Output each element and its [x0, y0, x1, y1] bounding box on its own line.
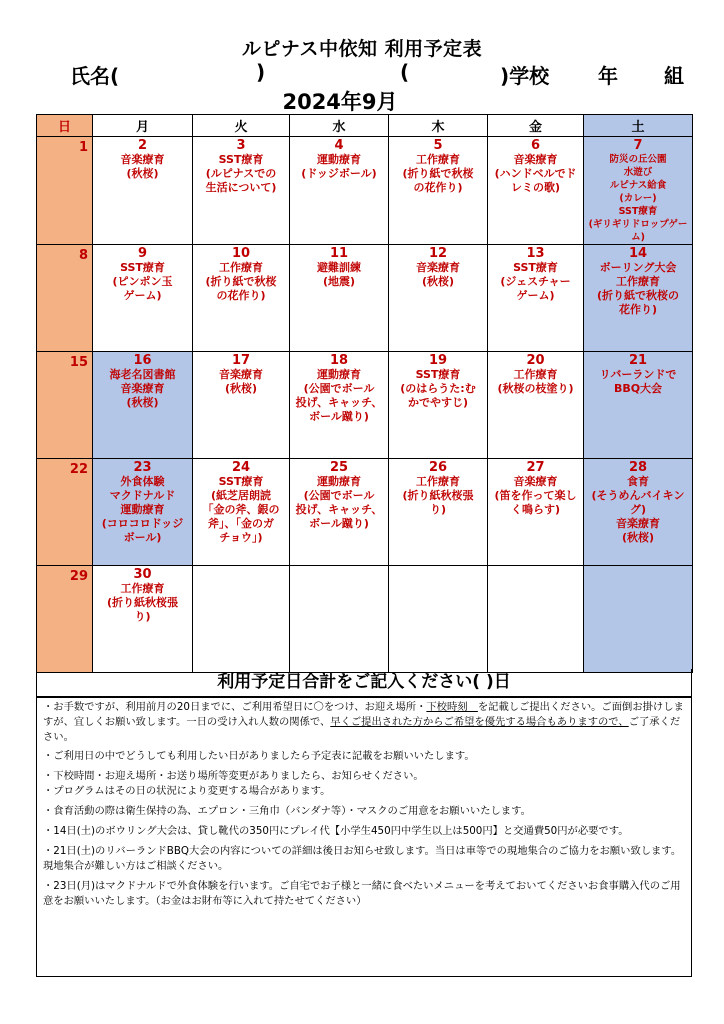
day-events — [488, 261, 583, 303]
day-number: 27 — [526, 460, 545, 475]
day-events — [193, 153, 289, 195]
weekday-monday: 月 — [93, 115, 193, 137]
note-mcdonalds: ・23日(月)はマクドナルドで外食体験を行います。ご自宅でお子様と一緒に食べたいメニューを考えておいてくださいお食事購入代のご用意をお願いいたします。（お金はお財布等に入れて持たせてください） — [43, 880, 681, 907]
day-cell-16[interactable] — [93, 352, 193, 459]
day-number: 4 — [334, 138, 344, 153]
event-line: ボーリング大会 — [599, 261, 677, 274]
day-number: 13 — [526, 246, 545, 261]
day-number: 26 — [428, 460, 448, 475]
note-submission-underline-1: 下校時刻 — [426, 701, 478, 713]
note-submission-text-2: を記載しご提出ください。ご面倒お掛けしますが、宜しくお願い致します。一日の受け入れ人数の関係で、 — [43, 701, 684, 728]
day-number: 2 — [137, 138, 148, 153]
event-line: 運動療育 — [120, 503, 165, 516]
event-line: 工作療育 — [219, 261, 263, 274]
class-label: 組 — [664, 64, 684, 88]
note-bbq: ・21日(土)のリバーランドBBQ大会の内容についての詳細は後日お知らせ致します。当日は車等での現地集合のご協力をお願い致します。現地集合が難しい方はご相談ください。 — [43, 845, 682, 872]
event-line: ボール蹴り) — [309, 517, 369, 530]
event-line: (ハンドベルでド — [494, 167, 577, 180]
day-cell-14[interactable] — [584, 245, 693, 352]
event-line: 運動療育 — [317, 368, 361, 381]
day-cell-18[interactable] — [290, 352, 389, 459]
event-line: 工作療育 — [616, 275, 660, 288]
event-line: グ) — [629, 503, 647, 516]
calendar-body — [37, 137, 693, 673]
event-line: 生活について) — [205, 181, 277, 194]
day-events — [290, 368, 388, 424]
day-number: 15 — [69, 355, 88, 370]
empty-day-cell[interactable] — [389, 566, 488, 673]
day-cell-15[interactable] — [37, 352, 93, 459]
day-events — [584, 153, 692, 244]
weekday-sunday: 日 — [37, 115, 93, 137]
day-number: 10 — [231, 246, 251, 261]
day-cell-4[interactable] — [290, 137, 389, 245]
event-line: マクドナルド — [109, 489, 176, 502]
total-days-prompt: 利用予定日合計をご記入ください( )日 — [36, 669, 692, 697]
day-events — [193, 475, 289, 545]
event-line: の花作り) — [216, 289, 266, 302]
day-events — [193, 368, 289, 396]
grade-label: 年 — [598, 64, 618, 88]
event-line: SST療育 — [218, 475, 264, 488]
weekday-tuesday: 火 — [193, 115, 290, 137]
event-line: (折り紙で秋桜 — [402, 167, 474, 180]
calendar-week-row — [37, 566, 693, 673]
event-line: 工作療育 — [416, 475, 460, 488]
empty-day-cell[interactable] — [584, 566, 693, 673]
event-line: (ルピナスでの — [205, 167, 277, 180]
event-line: ゲーム) — [123, 289, 162, 302]
day-cell-13[interactable] — [488, 245, 584, 352]
day-cell-11[interactable] — [290, 245, 389, 352]
event-line: (秋桜) — [224, 382, 258, 395]
event-line: SST療育 — [513, 261, 558, 274]
day-number: 9 — [137, 246, 148, 261]
day-cell-24[interactable] — [193, 459, 290, 566]
day-events — [389, 475, 487, 517]
event-line: 音楽療育 — [120, 382, 165, 395]
day-events — [93, 153, 192, 181]
day-events — [93, 475, 192, 545]
day-number: 30 — [133, 567, 152, 582]
event-line: り) — [429, 503, 447, 516]
day-events — [584, 475, 692, 545]
event-line: SST療育 — [415, 368, 461, 381]
day-number: 29 — [69, 569, 88, 584]
day-events — [389, 368, 487, 410]
school-label: )学校 — [500, 64, 550, 88]
event-line: 音楽療育 — [616, 517, 660, 530]
event-line: SST療育 — [218, 153, 264, 166]
day-number: 19 — [428, 353, 448, 368]
note-changes: ・下校時間・お迎え場所・お送り場所等変更がありましたら、お知らせください。 — [43, 770, 424, 782]
event-line: (秋桜) — [126, 167, 159, 180]
event-line: 海老名図書館 — [109, 368, 176, 381]
day-cell-7[interactable] — [584, 137, 693, 245]
day-cell-5[interactable] — [389, 137, 488, 245]
calendar-week-row — [37, 245, 693, 352]
day-cell-27[interactable] — [488, 459, 584, 566]
note-program-change: ・プログラムはその日の状況により変更する場合があります。 — [43, 785, 331, 797]
day-cell-21[interactable] — [584, 352, 693, 459]
day-number: 12 — [428, 246, 448, 261]
day-cell-10[interactable] — [193, 245, 290, 352]
day-events — [584, 261, 692, 317]
school-paren-open: ( — [400, 60, 410, 84]
day-cell-26[interactable] — [389, 459, 488, 566]
event-line: (笛を作って楽し — [494, 489, 577, 502]
event-line: り) — [134, 610, 151, 623]
event-line: 運動療育 — [317, 153, 361, 166]
note-bowling: ・14日(土)のボウリング大会は、貸し靴代の350円にプレイ代【小学生450円中学生以上は500円】と交通費50円が必要です。 — [43, 825, 629, 837]
day-events — [93, 582, 192, 624]
event-line: (地震) — [322, 275, 356, 288]
day-cell-2[interactable] — [93, 137, 193, 245]
event-line: (公園でボール — [303, 382, 375, 395]
day-number: 3 — [236, 138, 246, 153]
event-line: 運動療育 — [317, 475, 361, 488]
day-number: 5 — [433, 138, 443, 153]
event-line: (ピンポン玉 — [112, 275, 173, 288]
day-number: 14 — [628, 246, 648, 261]
event-line: レミの歌) — [510, 181, 561, 194]
day-events — [193, 261, 289, 303]
event-line: く鳴らす) — [510, 503, 561, 516]
event-line: 避難訓練 — [317, 261, 361, 274]
event-line: (秋桜) — [621, 531, 655, 544]
day-events — [488, 475, 583, 517]
day-events — [389, 261, 487, 289]
day-number: 24 — [231, 460, 251, 475]
event-line: かでやすじ) — [407, 396, 469, 409]
event-line: 防災の丘公園 — [609, 154, 667, 165]
day-number: 16 — [133, 353, 152, 368]
event-line: リバーランドで — [599, 368, 677, 381]
day-cell-22[interactable] — [37, 459, 93, 566]
event-line: 水遊び — [623, 167, 653, 178]
event-line: (そうめんバイキン — [591, 489, 685, 502]
day-cell-3[interactable] — [193, 137, 290, 245]
note-food-hygiene: ・食育活動の際は衛生保持の為、エプロン・三角巾（バンダナ等）・マスクのご用意をお願いいたします。 — [43, 805, 531, 817]
day-number: 8 — [78, 248, 88, 263]
calendar-week-row — [37, 352, 693, 459]
event-line: BBQ大会 — [613, 382, 663, 395]
day-events — [290, 475, 388, 531]
event-line: 音楽療育 — [513, 475, 558, 488]
month-title: 2024年9月 — [282, 90, 398, 114]
day-cell-19[interactable] — [389, 352, 488, 459]
weekday-thursday: 木 — [389, 115, 488, 137]
name-row — [0, 60, 724, 86]
day-number: 20 — [526, 353, 545, 368]
event-line: 音楽療育 — [416, 261, 460, 274]
day-events — [389, 153, 487, 195]
day-cell-30[interactable] — [93, 566, 193, 673]
note-submission — [43, 700, 685, 745]
day-cell-20[interactable] — [488, 352, 584, 459]
event-line: (秋桜) — [421, 275, 455, 288]
event-line: 花作り) — [618, 303, 658, 316]
name-paren-close: ) — [256, 60, 266, 84]
day-number: 17 — [231, 353, 251, 368]
day-events — [584, 368, 692, 396]
event-line: 投げ、キャッチ、 — [295, 396, 383, 409]
event-line: 外食体験 — [120, 475, 165, 488]
event-line: ボール) — [123, 531, 162, 544]
day-number: 25 — [329, 460, 349, 475]
event-line: SST療育 — [618, 206, 658, 217]
event-line: の花作り) — [413, 181, 463, 194]
event-line: (秋桜の枝塗り) — [497, 382, 574, 395]
day-events — [93, 368, 192, 410]
empty-day-cell[interactable] — [193, 566, 290, 673]
event-line: (秋桜) — [126, 396, 159, 409]
event-line: 斧」、「金のガ — [208, 517, 274, 530]
event-line: (ジェスチャー — [500, 275, 571, 288]
event-line: チョウ」) — [219, 531, 263, 544]
event-line: 工作療育 — [416, 153, 460, 166]
day-number: 28 — [628, 460, 648, 475]
day-cell-25[interactable] — [290, 459, 389, 566]
day-events — [93, 261, 192, 303]
event-line: (折り紙秋桜張 — [402, 489, 474, 502]
event-line: (折り紙で秋桜の — [596, 289, 680, 302]
calendar-week-row — [37, 459, 693, 566]
note-priority-days: ・ご利用日の中でどうしても利用したい日がありましたら予定表に記載をお願いいたします。 — [43, 750, 475, 762]
event-line: ルピナス給食 — [609, 180, 667, 191]
event-line: (折り紙秋桜張 — [106, 596, 179, 609]
event-line: (公園でボール — [303, 489, 375, 502]
event-line: (コロコロドッジ — [101, 517, 184, 530]
weekday-wednesday: 水 — [290, 115, 389, 137]
event-line: (紙芝居朗読 — [210, 489, 272, 502]
event-line: 「金の斧、銀の — [202, 503, 280, 516]
event-line: 音楽療育 — [219, 368, 263, 381]
event-line: (折り紙で秋桜 — [205, 275, 277, 288]
day-cell-17[interactable] — [193, 352, 290, 459]
day-number: 23 — [133, 460, 152, 475]
day-cell-6[interactable] — [488, 137, 584, 245]
day-cell-29[interactable] — [37, 566, 93, 673]
name-label: 氏名( — [70, 64, 120, 88]
day-number: 11 — [329, 246, 349, 261]
day-cell-1[interactable] — [37, 137, 93, 245]
day-cell-9[interactable] — [93, 245, 193, 352]
event-line: 工作療育 — [513, 368, 558, 381]
event-line: 音楽療育 — [513, 153, 558, 166]
day-number: 22 — [69, 462, 88, 477]
day-number: 18 — [329, 353, 349, 368]
empty-day-cell[interactable] — [290, 566, 389, 673]
event-line: (のはらうた:む — [400, 382, 476, 395]
note-submission-text-1: ・お手数ですが、利用前月の20日までに、ご利用希望日に〇をつけ、お迎え場所・ — [43, 701, 427, 713]
day-number: 1 — [78, 140, 88, 155]
event-line: 投げ、キャッチ、 — [295, 503, 383, 516]
event-line: (カレー) — [619, 193, 657, 204]
day-events — [488, 368, 583, 396]
day-number: 21 — [628, 353, 648, 368]
day-events — [290, 261, 388, 289]
event-line: (ギリギリドロップゲーム) — [588, 219, 688, 243]
weekday-friday: 金 — [488, 115, 584, 137]
day-events — [290, 153, 388, 181]
event-line: 食育 — [627, 475, 649, 488]
day-events — [488, 153, 583, 195]
day-cell-28[interactable] — [584, 459, 693, 566]
page-title: ルピナス中依知 利用予定表 — [241, 38, 483, 60]
note-submission-text-3: ご了承ください。 — [43, 716, 681, 743]
calendar-table — [36, 114, 693, 673]
event-line: SST療育 — [120, 261, 165, 274]
day-cell-8[interactable] — [37, 245, 93, 352]
note-submission-underline-2: 早くご提出された方からご希望を優先する場合もありますので、 — [330, 716, 629, 728]
day-cell-23[interactable] — [93, 459, 193, 566]
weekday-saturday: 土 — [584, 115, 693, 137]
day-cell-12[interactable] — [389, 245, 488, 352]
notes-box — [36, 697, 692, 977]
day-number: 6 — [530, 138, 541, 153]
calendar-week-row — [37, 137, 693, 245]
event-line: ゲーム) — [516, 289, 555, 302]
empty-day-cell[interactable] — [488, 566, 584, 673]
event-line: 工作療育 — [120, 582, 165, 595]
weekday-header-row — [37, 115, 693, 137]
event-line: (ドッジボール) — [301, 167, 377, 180]
event-line: 音楽療育 — [120, 153, 165, 166]
event-line: ボール蹴り) — [309, 410, 369, 423]
day-number: 7 — [633, 138, 643, 153]
